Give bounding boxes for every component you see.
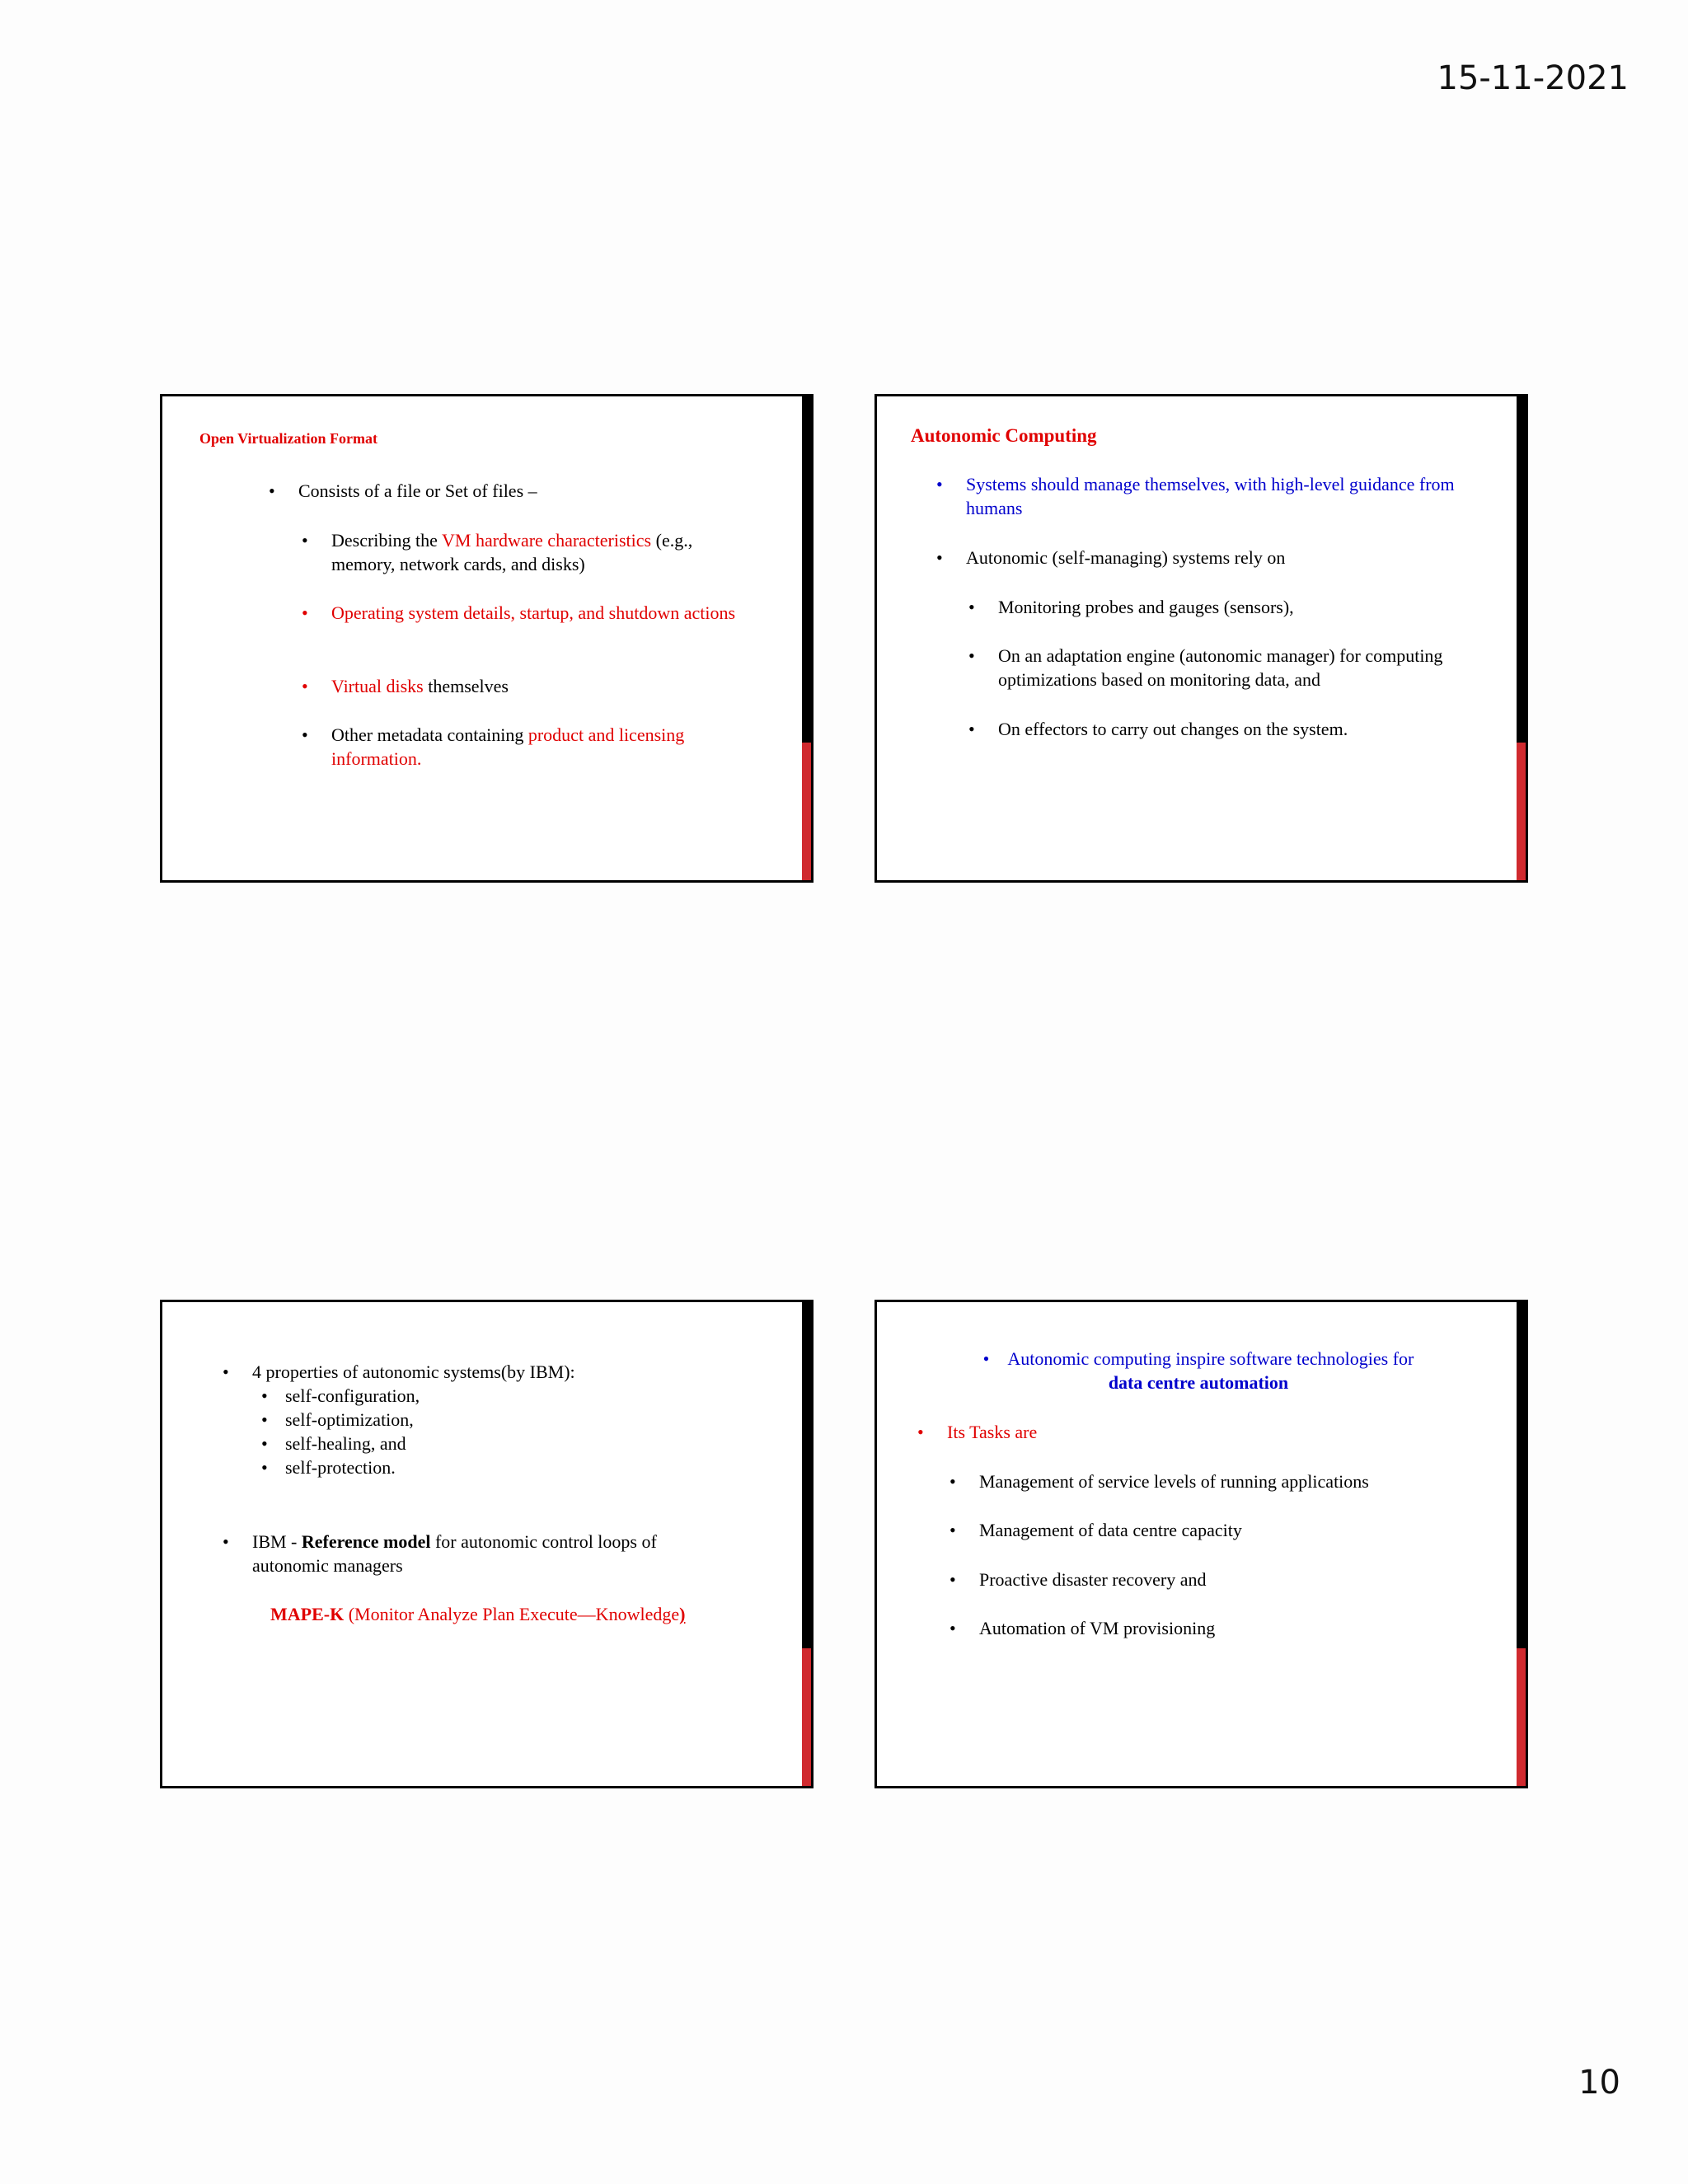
bullet-icon: •: [261, 1433, 268, 1454]
sub-bullet-item: • On an adaptation engine (autonomic manager) for computing optimizations based on monitoring data, and: [968, 645, 1443, 690]
bullet-icon: •: [968, 645, 975, 666]
bullet-icon: •: [950, 1520, 956, 1540]
bullet-icon: •: [968, 597, 975, 617]
slide-open-virtualization-format: [160, 394, 814, 883]
bullet-icon: •: [269, 480, 275, 501]
slide-accent-bar-red: [1517, 743, 1526, 880]
bullet-item: • Autonomic computing inspire software technologies for data centre automation: [982, 1348, 1414, 1393]
bullet-icon: •: [968, 719, 975, 739]
bullet-icon: •: [302, 724, 308, 745]
bullet-icon: •: [223, 1531, 229, 1552]
sub-bullet-item: • self-optimization,: [261, 1409, 414, 1430]
bullet-icon: •: [936, 474, 943, 494]
bullet-item: • Its Tasks are: [917, 1422, 1038, 1442]
slide-title: Open Virtualization Format: [199, 430, 377, 447]
bullet-icon: •: [223, 1361, 229, 1382]
page-number: 10: [1578, 2064, 1620, 2102]
sub-bullet-item: • Management of service levels of running applications: [950, 1471, 1369, 1492]
bullet-icon: •: [950, 1569, 956, 1590]
sub-bullet-item: • self-healing, and: [261, 1433, 406, 1454]
bullet-icon: •: [950, 1618, 956, 1638]
bullet-text: Consists of a file or Set of files –: [298, 480, 537, 501]
bullet-item: [269, 479, 760, 503]
mape-k-line: MAPE-K (Monitor Analyze Plan Execute—Knowledge): [270, 1604, 686, 1624]
sub-bullet-item: • self-protection.: [261, 1457, 396, 1478]
bullet-item: • 4 properties of autonomic systems(by IBM):: [223, 1361, 575, 1382]
slide-autonomic-computing: [874, 394, 1528, 883]
slide-accent-bar-black: [802, 1302, 811, 1648]
sub-bullet-item: • Describing the VM hardware characteristics (e.g., memory, network cards, and disks): [302, 530, 693, 574]
slide-accent-bar-red: [802, 1648, 811, 1786]
bullet-item: • Systems should manage themselves, with high-level guidance from humans: [936, 474, 1455, 518]
sub-bullet-item: • Virtual disks themselves: [302, 676, 509, 696]
header-date: 15-11-2021: [1437, 59, 1629, 97]
bullet-icon: •: [917, 1422, 924, 1442]
bullet-icon: •: [936, 547, 943, 568]
sub-bullet-item: • Other metadata containing product and licensing information.: [302, 724, 685, 769]
sub-bullet-item: • self-configuration,: [261, 1385, 420, 1406]
slide-accent-bar-red: [802, 743, 811, 880]
slide-autonomic-tasks: [874, 1300, 1528, 1788]
sub-bullet-item: • Automation of VM provisioning: [950, 1618, 1216, 1638]
sub-bullet-item: • Monitoring probes and gauges (sensors),: [968, 597, 1294, 617]
slide-autonomic-properties: [160, 1300, 814, 1788]
sub-bullet-item: • Operating system details, startup, and shutdown actions: [302, 602, 736, 623]
bullet-item: • IBM - Reference model for autonomic control loops of autonomic managers: [223, 1531, 657, 1576]
slide-title: Autonomic Computing: [911, 425, 1097, 446]
bullet-icon: •: [950, 1471, 956, 1492]
slide-accent-bar-black: [1517, 1302, 1526, 1648]
slide-accent-bar-black: [802, 396, 811, 743]
sub-bullet-item: • Management of data centre capacity: [950, 1520, 1242, 1540]
bullet-icon: •: [302, 530, 308, 551]
bullet-icon: •: [302, 602, 308, 623]
bullet-icon: •: [302, 676, 308, 696]
sub-bullet-item: • Proactive disaster recovery and: [950, 1569, 1207, 1590]
bullet-icon: •: [261, 1385, 268, 1406]
slide-accent-bar-black: [1517, 396, 1526, 743]
bullet-item: • Autonomic (self-managing) systems rely on: [936, 547, 1286, 568]
slide-accent-bar-red: [1517, 1648, 1526, 1786]
sub-bullet-item: • On effectors to carry out changes on the system.: [968, 719, 1348, 739]
bullet-icon: •: [261, 1457, 268, 1478]
bullet-icon: •: [261, 1409, 268, 1430]
bullet-icon: •: [982, 1348, 990, 1369]
